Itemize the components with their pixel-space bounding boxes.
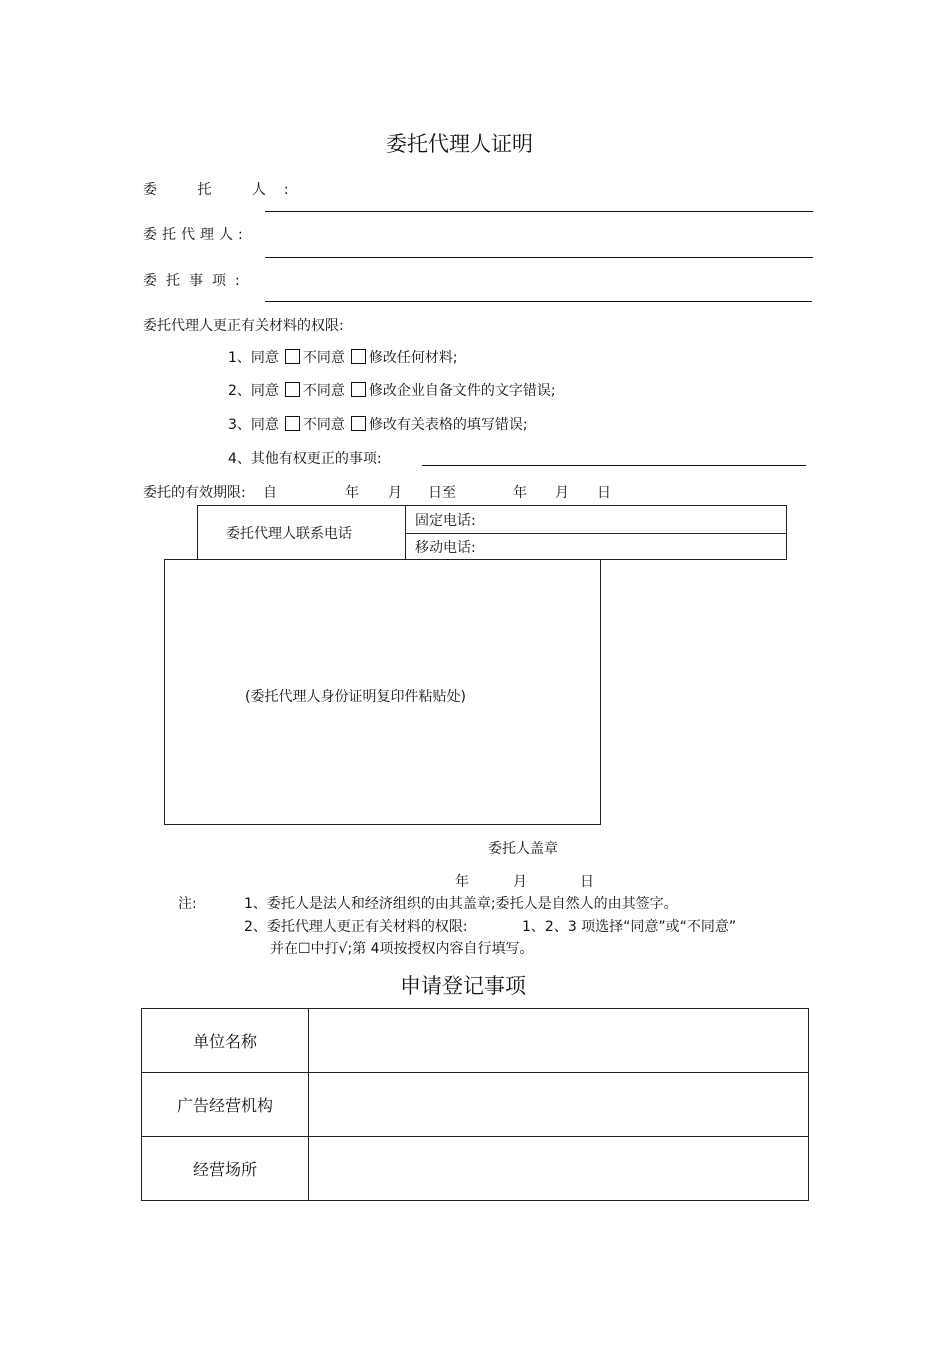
option-number: 2、 (228, 383, 251, 399)
field-label-matter: 委托事项: (143, 273, 249, 289)
disagree-checkbox[interactable] (351, 382, 366, 397)
id-copy-area (164, 559, 601, 825)
mobile-phone-field[interactable]: 移动电话: (415, 540, 476, 556)
option-row-3 (228, 414, 528, 434)
agree-checkbox[interactable] (285, 349, 300, 364)
notes-label: 注: (178, 896, 197, 912)
validity-month-1: 月 (388, 485, 402, 501)
note-line-2: 2、委托代理人更正有关材料的权限: (244, 919, 468, 935)
option-row-2 (228, 380, 556, 400)
option-text: 修改任何材料; (368, 350, 458, 366)
agent-input-line[interactable] (265, 257, 813, 258)
principal-seal-label: 委托人盖章 (488, 841, 558, 857)
register-title: 申请登记事项 (400, 974, 526, 998)
validity-month-2: 月 (555, 485, 569, 501)
disagree-checkbox[interactable] (351, 416, 366, 431)
option-number: 1、 (228, 350, 251, 366)
agree-label: 同意 (250, 383, 279, 399)
validity-from: 自 (263, 485, 277, 501)
validity-day-1: 日至 (428, 485, 456, 501)
disagree-label: 不同意 (302, 350, 345, 366)
agree-checkbox[interactable] (285, 416, 300, 431)
option-row-1 (228, 347, 458, 367)
agree-label: 同意 (250, 350, 279, 366)
validity-day-2: 日 (597, 485, 611, 501)
permissions-heading: 委托代理人更正有关材料的权限: (143, 318, 344, 334)
phone-label: 委托代理人联系电话 (226, 526, 352, 542)
fixed-phone-field[interactable]: 固定电话: (415, 513, 476, 529)
field-label-principal: 委 托 人: (143, 182, 307, 198)
register-label-premises: 经营场所 (142, 1137, 309, 1201)
validity-year-2: 年 (513, 485, 527, 501)
disagree-checkbox[interactable] (351, 349, 366, 364)
field-label-agent: 委托代理人: (143, 227, 248, 243)
table-row (142, 1137, 809, 1201)
other-item-input-line[interactable] (422, 465, 806, 466)
table-row (142, 1009, 809, 1073)
register-table (141, 1008, 809, 1201)
note-line-2b: 1、2、3 项选择“同意”或“不同意” (522, 919, 737, 935)
register-input-premises[interactable] (309, 1137, 809, 1201)
seal-date-day: 日 (580, 874, 594, 890)
matter-input-line[interactable] (265, 301, 812, 302)
validity-label: 委托的有效期限: (143, 485, 246, 501)
page-title: 委托代理人证明 (386, 132, 533, 156)
note-line-1: 1、委托人是法人和经济组织的由其盖章;委托人是自然人的由其签字。 (244, 896, 678, 912)
register-input-ad-agency[interactable] (309, 1073, 809, 1137)
phone-row-divider (405, 533, 786, 534)
disagree-label: 不同意 (302, 417, 345, 433)
agree-label: 同意 (250, 417, 279, 433)
option-number: 3、 (228, 417, 251, 433)
option-text: 修改有关表格的填写错误; (368, 417, 528, 433)
note-line-3: 并在☐中打√;第 4项按授权内容自行填写。 (270, 941, 534, 957)
seal-date-year: 年 (455, 874, 469, 890)
agree-checkbox[interactable] (285, 382, 300, 397)
other-item-label: 4、其他有权更正的事项: (228, 451, 382, 467)
principal-input-line[interactable] (265, 211, 813, 212)
disagree-label: 不同意 (302, 383, 345, 399)
register-label-ad-agency: 广告经营机构 (142, 1073, 309, 1137)
validity-year-1: 年 (345, 485, 359, 501)
id-copy-label: (委托代理人身份证明复印件粘贴处) (245, 689, 466, 705)
register-label-unit-name: 单位名称 (142, 1009, 309, 1073)
phone-table (197, 505, 787, 560)
seal-date-month: 月 (513, 874, 527, 890)
register-input-unit-name[interactable] (309, 1009, 809, 1073)
option-text: 修改企业自备文件的文字错误; (368, 383, 556, 399)
table-row (142, 1073, 809, 1137)
